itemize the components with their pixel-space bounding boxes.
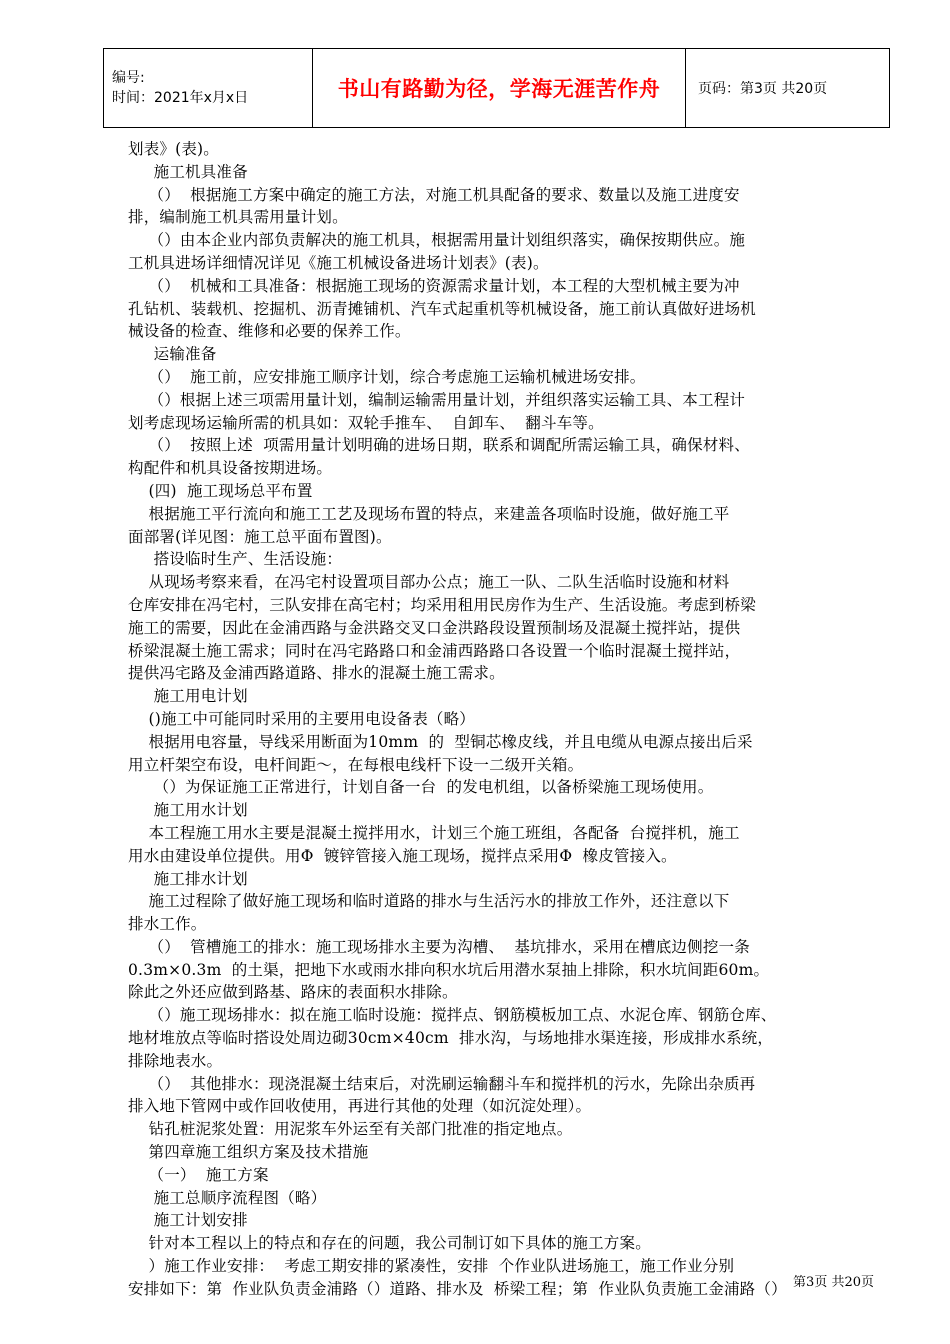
- header-page-label: 页码：第3页 共20页: [698, 81, 828, 97]
- text-line: 施工计划安排: [128, 1211, 248, 1230]
- text-line: 仓库安排在冯宅村，三队安排在高宅村；均采用租用民房作为生产、生活设施。考虑到桥梁: [128, 595, 757, 614]
- text-line: 针对本工程以上的特点和存在的问题，我公司制订如下具体的施工方案。: [128, 1234, 651, 1253]
- text-line: 从现场考察来看，在冯宅村设置项目部办公点；施工一队、二队生活临时设施和材料: [128, 573, 730, 592]
- text-line: 地材堆放点等临时搭设处周边砌30cm×40cm 排水沟，与场地排水渠连接，形成排水系统，: [128, 1029, 774, 1048]
- text-line: 本工程施工用水主要是混凝土搅拌用水，计划三个施工班组，各配备 台搅拌机，施工: [128, 823, 740, 842]
- text-line: （） 其他排水：现浇混凝土结束后，对洗刷运输翻斗车和搅拌机的污水，先除出杂质再: [128, 1074, 756, 1093]
- text-line: （） 机械和工具准备：根据施工现场的资源需求量计划，本工程的大型机械主要为冲: [128, 276, 740, 295]
- text-line: （）由本企业内部负责解决的施工机具，根据需用量计划组织落实，确保按期供应。施: [128, 231, 746, 250]
- page-footer: 第3页 共20页: [793, 1275, 874, 1290]
- text-line: 孔钻机、装载机、挖掘机、沥青摊铺机、汽车式起重机等机械设备，施工前认真做好进场机: [128, 299, 757, 318]
- text-line: 划考虑现场运输所需的机具如：双轮手推车、 自卸车、 翻斗车等。: [128, 413, 604, 432]
- text-line: 施工用水计划: [128, 801, 248, 820]
- text-line: 排水工作。: [128, 915, 207, 934]
- text-line: (四) 施工现场总平布置: [128, 481, 313, 500]
- text-line: 根据用电容量，导线采用断面为10mm 的 型铜芯橡皮线，并且电缆从电源点接出后采: [128, 732, 753, 751]
- header-meta-cell: [104, 49, 313, 128]
- text-line: 钻孔桩泥浆处置：用泥浆车外运至有关部门批准的指定地点。: [128, 1120, 573, 1139]
- text-line: （） 管槽施工的排水：施工现场排水主要为沟槽、 基坑排水，采用在槽底边侧挖一条: [128, 937, 750, 956]
- text-line: 用水由建设单位提供。用Φ 镀锌管接入施工现场，搅拌点采用Φ 橡皮管接入。: [128, 846, 677, 865]
- text-line: 施工过程除了做好施工现场和临时道路的排水与生活污水的排放工作外，还注意以下: [128, 892, 730, 911]
- header-motto-cell: [313, 49, 686, 128]
- text-line: 排除地表水。: [128, 1051, 223, 1070]
- document-time-label: 时间：2021年x月x日: [112, 90, 249, 106]
- text-line: 第四章施工组织方案及技术措施: [128, 1143, 369, 1162]
- text-line: 械设备的检查、维修和必要的保养工作。: [128, 322, 411, 341]
- document-body: [128, 138, 876, 1301]
- header-motto: 书山有路勤为径，学海无涯苦作舟: [337, 77, 661, 101]
- text-line: 0.3m×0.3m 的土渠，把地下水或雨水排向积水坑后用潜水泵抽上排除，积水坑间距60m。: [128, 960, 770, 979]
- text-line: （） 按照上述 项需用量计划明确的进场日期，联系和调配所需运输工具，确保材料、: [128, 436, 750, 455]
- text-line: ）施工作业安排： 考虑工期安排的紧凑性，安排 个作业队进场施工，施工作业分别: [128, 1257, 735, 1276]
- text-line: （）为保证施工正常进行，计划自备一台 的发电机组，以备桥梁施工现场使用。: [128, 778, 714, 797]
- header-page-cell: [686, 49, 890, 128]
- text-line: 施工的需要，因此在金浦西路与金洪路交叉口金洪路段设置预制场及混凝土搅拌站，提供: [128, 618, 741, 637]
- text-line: 桥梁混凝土施工需求；同时在冯宅路路口和金浦西路路口各设置一个临时混凝土搅拌站，: [128, 641, 741, 660]
- text-line: 工机具进场详细情况详见《施工机械设备进场计划表》(表)。: [128, 253, 549, 272]
- document-number-label: 编号:: [112, 70, 145, 86]
- text-line: 排，编制施工机具需用量计划。: [128, 208, 348, 227]
- text-line: 排入地下管网中或作回收使用，再进行其他的处理（如沉淀处理）。: [128, 1097, 592, 1116]
- text-line: （）根据上述三项需用量计划，编制运输需用量计划，并组织落实运输工具、本工程计: [128, 390, 746, 409]
- text-line: 用立杆架空布设，电杆间距～，在每根电线杆下设一二级开关箱。: [128, 755, 584, 774]
- text-line: 构配件和机具设备按期进场。: [128, 459, 333, 478]
- text-line: 施工机具准备: [128, 162, 248, 181]
- text-line: 施工总顺序流程图（略）: [128, 1188, 327, 1207]
- text-line: （）施工现场排水：拟在施工临时设施：搅拌点、钢筋模板加工点、水泥仓库、钢筋仓库、: [128, 1006, 777, 1025]
- text-line: 提供冯宅路及金浦西路道路、排水的混凝土施工需求。: [128, 664, 505, 683]
- text-line: （） 根据施工方案中确定的施工方法，对施工机具配备的要求、数量以及施工进度安: [128, 185, 740, 204]
- text-line: ()施工中可能同时采用的主要用电设备表（略）: [128, 709, 476, 728]
- text-line: （） 施工前，应安排施工顺序计划，综合考虑施工运输机械进场安排。: [128, 367, 646, 386]
- text-line: 搭设临时生产、生活设施：: [128, 550, 343, 569]
- text-line: 划表》(表)。: [128, 140, 219, 158]
- text-line: 根据施工平行流向和施工工艺及现场布置的特点，来建盖各项临时设施，做好施工平: [128, 504, 730, 523]
- text-line: 除此之外还应做到路基、路床的表面积水排除。: [128, 983, 458, 1002]
- text-line: 安排如下：第 作业队负责金浦路（）道路、排水及 桥梁工程；第 作业队负责施工金浦路（）: [128, 1279, 787, 1298]
- text-line: 运输准备: [128, 345, 217, 364]
- text-line: 施工排水计划: [128, 869, 248, 888]
- text-line: （一） 施工方案: [128, 1165, 269, 1184]
- text-line: 面部署(详见图：施工总平面布置图)。: [128, 527, 392, 546]
- document-header: [103, 48, 890, 128]
- text-line: 施工用电计划: [128, 687, 248, 706]
